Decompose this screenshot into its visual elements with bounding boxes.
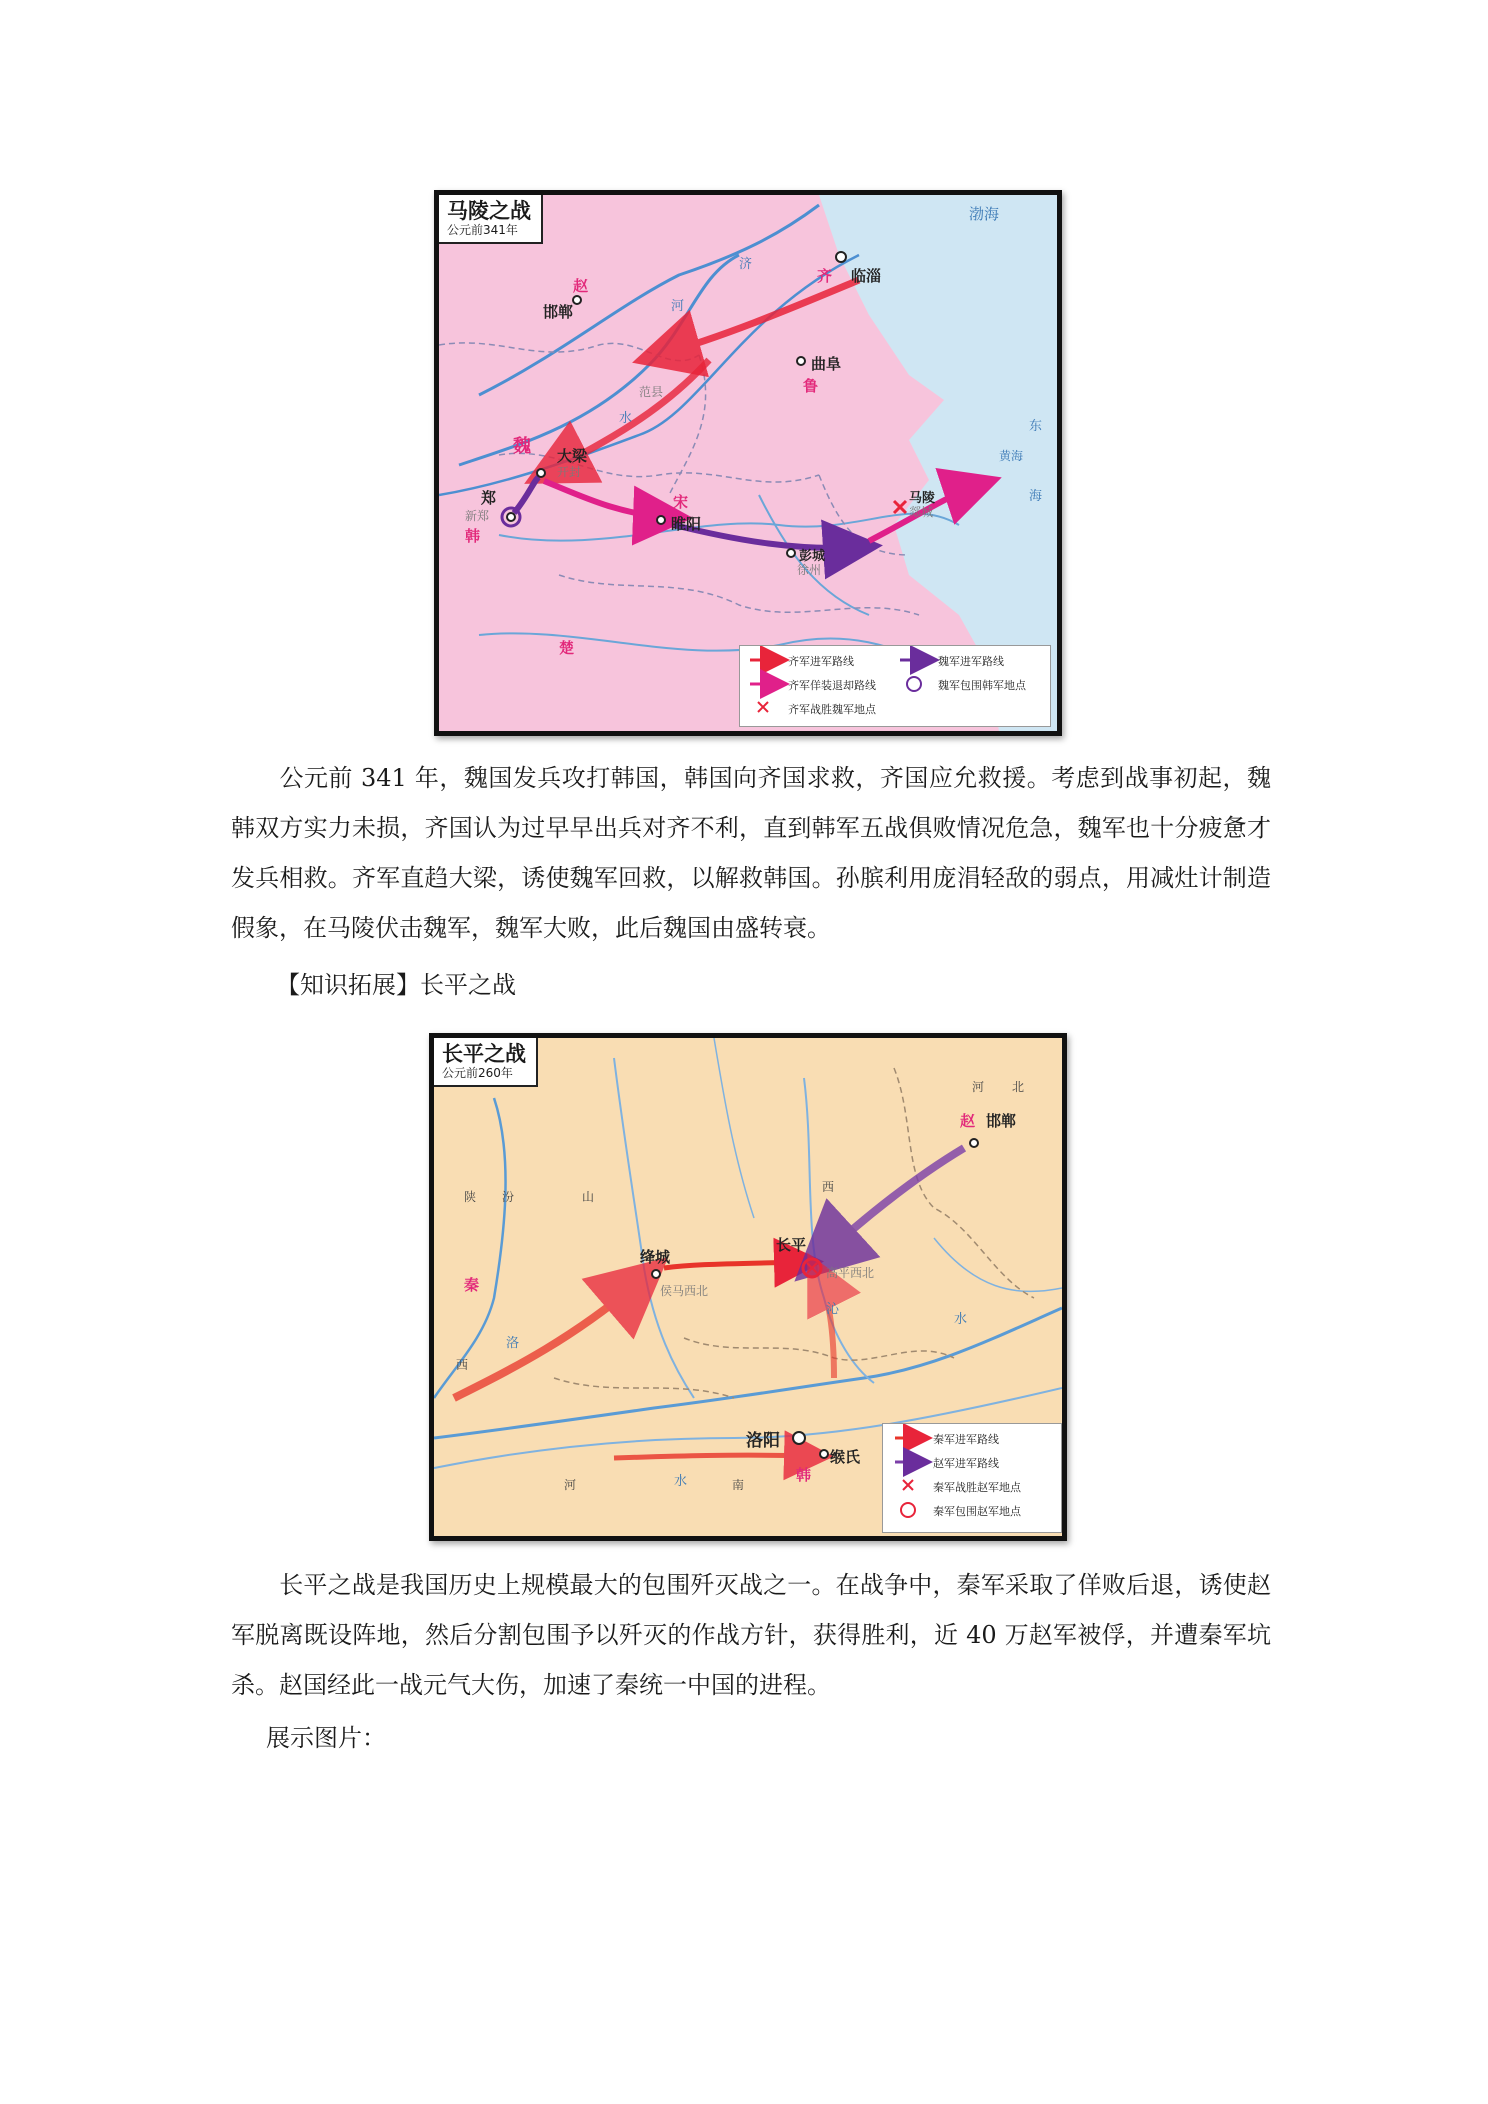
place-label: 新郑 — [465, 509, 490, 523]
place-label: 济 — [739, 257, 753, 272]
place-label: 海 — [1029, 489, 1043, 504]
place-label: 洛 — [506, 1336, 520, 1351]
place-label: 高平西北 — [826, 1266, 875, 1280]
place-label: 邯郸 — [986, 1112, 1017, 1130]
place-label: 大梁 — [557, 447, 588, 465]
map-title-box — [439, 195, 543, 244]
place-label: 西 — [456, 1358, 469, 1372]
place-label: 河 — [564, 1478, 577, 1492]
place-label: 马陵 — [909, 491, 936, 506]
place-label: 徐州 — [797, 563, 822, 577]
map-title: 长平之战 — [442, 1042, 526, 1066]
place-label: 韩 — [796, 1466, 812, 1484]
place-label: 缑氏 — [830, 1448, 861, 1466]
place-label: 睢阳 — [671, 515, 702, 533]
place-label: 黄海 — [999, 449, 1024, 463]
place-label: 长平 — [776, 1236, 807, 1254]
place-label: 彭城 — [799, 549, 826, 564]
map-title-box — [434, 1038, 538, 1087]
place-label: 水 — [619, 411, 633, 426]
map-year: 公元前260年 — [442, 1066, 513, 1080]
place-label: 绛城 — [640, 1248, 671, 1266]
place-label: 水 — [954, 1312, 968, 1327]
changping-battle-map — [429, 1033, 1067, 1541]
place-label: 东 — [1029, 419, 1043, 434]
maling-battle-map — [434, 190, 1062, 736]
place-label: 南 — [732, 1478, 745, 1492]
place-label: 鲁 — [803, 377, 819, 395]
place-label: 韩 — [465, 527, 481, 545]
place-label: 楚 — [559, 639, 575, 657]
map-legend — [739, 645, 1051, 727]
place-label: 赵 — [573, 277, 589, 295]
place-label: 山 — [582, 1190, 595, 1204]
maling-paragraph — [231, 753, 1271, 953]
place-label: 陕 — [464, 1190, 477, 1204]
place-label: 水 — [674, 1474, 688, 1489]
map-title: 马陵之战 — [447, 199, 531, 223]
place-label: 西 — [822, 1180, 835, 1194]
show-pictures-label: 展示图片： — [266, 1724, 386, 1752]
place-label: 魏 — [513, 436, 531, 457]
place-label: 渤海 — [969, 205, 1000, 223]
place-label: 洛阳 — [746, 1431, 780, 1451]
place-label: 侯马西北 — [660, 1284, 709, 1298]
place-label: 汾 — [502, 1190, 515, 1204]
place-label: 秦 — [464, 1276, 480, 1294]
maling-paragraph-text: 公元前 341 年，魏国发兵攻打韩国，韩国向齐国求救，齐国应允救援。考虑到战事初起，魏韩双方实力未损，齐国认为过早早出兵对齐不利，直到韩军五战俱败情况危急，魏军也十分疲惫才发兵相救。齐军直趋大梁，诱使魏军回救，以解救韩国。孙膑利用庞涓轻敌的弱点，用减灶计制造假象，在马陵伏击魏军，魏军大败，此后魏国由盛转衰。 — [231, 764, 1271, 942]
legend-item: 齐军佯装退却路线 — [788, 679, 876, 692]
place-label: 河 — [671, 299, 685, 314]
legend-item: 秦军进军路线 — [933, 1433, 999, 1446]
place-label: 郑 — [481, 489, 497, 507]
place-label: 曲阜 — [811, 355, 842, 373]
place-label: 赵 — [960, 1112, 976, 1130]
changping-paragraph-text: 长平之战是我国历史上规模最大的包围歼灭战之一。在战争中，秦军采取了佯败后退，诱使赵军脱离既设阵地，然后分割包围予以歼灭的作战方针，获得胜利，近 40 万赵军被俘，并遭秦军坑杀。赵国经此一战元气大伤，加速了秦统一中国的进程。 — [231, 1571, 1271, 1699]
legend-item: 秦军战胜赵军地点 — [933, 1481, 1021, 1494]
place-label: 临淄 — [851, 267, 882, 285]
changping-paragraph — [231, 1560, 1271, 1710]
legend-item: 齐军战胜魏军地点 — [788, 703, 876, 716]
place-label: 沁 — [826, 1302, 840, 1317]
place-label: 河 — [972, 1080, 985, 1094]
place-label: 郯城 — [909, 505, 934, 519]
place-label: 北 — [1012, 1080, 1025, 1094]
place-label: 范县 — [639, 385, 664, 399]
legend-item: 秦军包围赵军地点 — [933, 1505, 1021, 1518]
place-label: 宋 — [673, 493, 689, 511]
place-label: 齐 — [817, 267, 833, 285]
legend-item: 魏军包围韩军地点 — [938, 679, 1026, 692]
map-year: 公元前341年 — [447, 223, 518, 237]
legend-item: 齐军进军路线 — [788, 655, 854, 668]
place-label: 邯郸 — [543, 303, 574, 321]
map-legend — [882, 1423, 1062, 1533]
knowledge-extension-heading: 【知识拓展】长平之战 — [276, 971, 516, 999]
place-label: 开封 — [557, 465, 582, 479]
legend-item: 赵军进军路线 — [933, 1457, 999, 1470]
legend-item: 魏军进军路线 — [938, 655, 1004, 668]
